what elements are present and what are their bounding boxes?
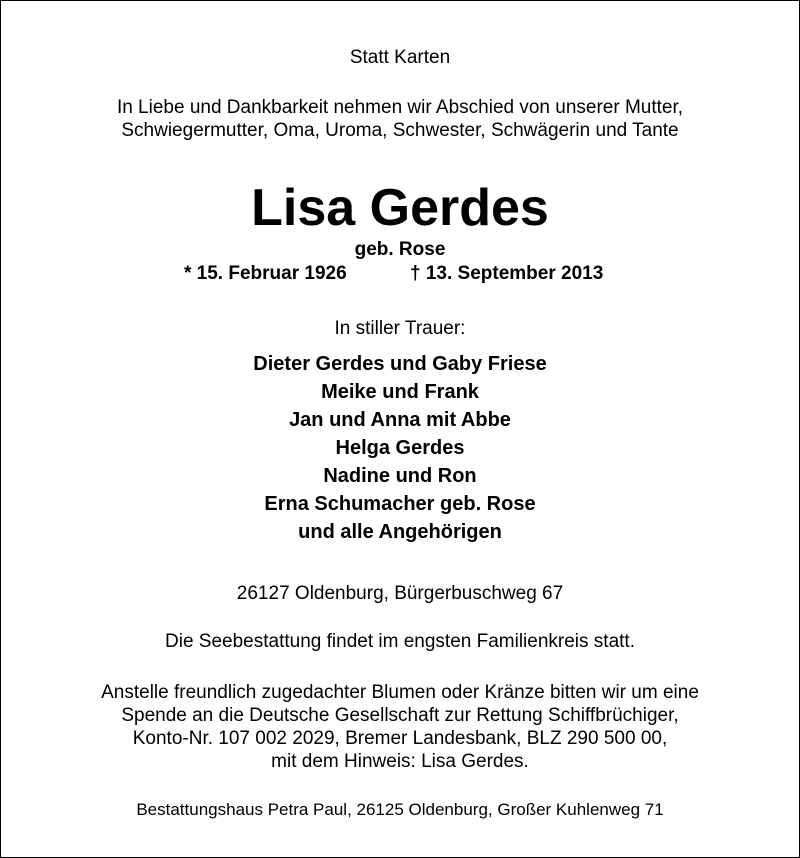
mourner-line: Helga Gerdes (335, 437, 465, 459)
maiden-name: geb. Rose (354, 239, 446, 260)
mourning-label: In stiller Trauer: (334, 318, 466, 339)
mourner-line: Dieter Gerdes und Gaby Friese (253, 353, 547, 375)
mourner-line: Jan und Anna mit Abbe (289, 409, 511, 431)
address-line: 26127 Oldenburg, Bürgerbuschweg 67 (236, 583, 564, 604)
death-date: † 13. September 2013 (410, 263, 604, 284)
burial-note: Die Seebestattung findet im engsten Familienkreis statt. (165, 631, 635, 652)
mourner-line: Nadine und Ron (323, 465, 477, 487)
mourner-line: und alle Angehörigen (298, 521, 502, 543)
donation-line-1: Anstelle freundlich zugedachter Blumen oder Kränze bitten wir um eine (101, 682, 699, 703)
birth-date: * 15. Februar 1926 (184, 263, 347, 284)
deceased-name: Lisa Gerdes (251, 179, 549, 237)
donation-line-2: Spende an die Deutsche Gesellschaft zur Rettung Schiffbrüchiger, (121, 705, 679, 726)
intro-line-1: In Liebe und Dankbarkeit nehmen wir Abschied von unserer Mutter, (116, 97, 684, 118)
mourner-line: Meike und Frank (321, 381, 479, 403)
mourner-line: Erna Schumacher geb. Rose (264, 493, 536, 515)
donation-line-3: Konto-Nr. 107 002 2029, Bremer Landesbank, BLZ 290 500 00, (132, 728, 668, 749)
header-line: Statt Karten (349, 47, 451, 68)
donation-line-4: mit dem Hinweis: Lisa Gerdes. (271, 751, 529, 772)
intro-line-2: Schwiegermutter, Oma, Uroma, Schwester, Schwägerin und Tante (121, 120, 679, 141)
funeral-home-line: Bestattungshaus Petra Paul, 26125 Oldenburg, Großer Kuhlenweg 71 (136, 800, 664, 819)
